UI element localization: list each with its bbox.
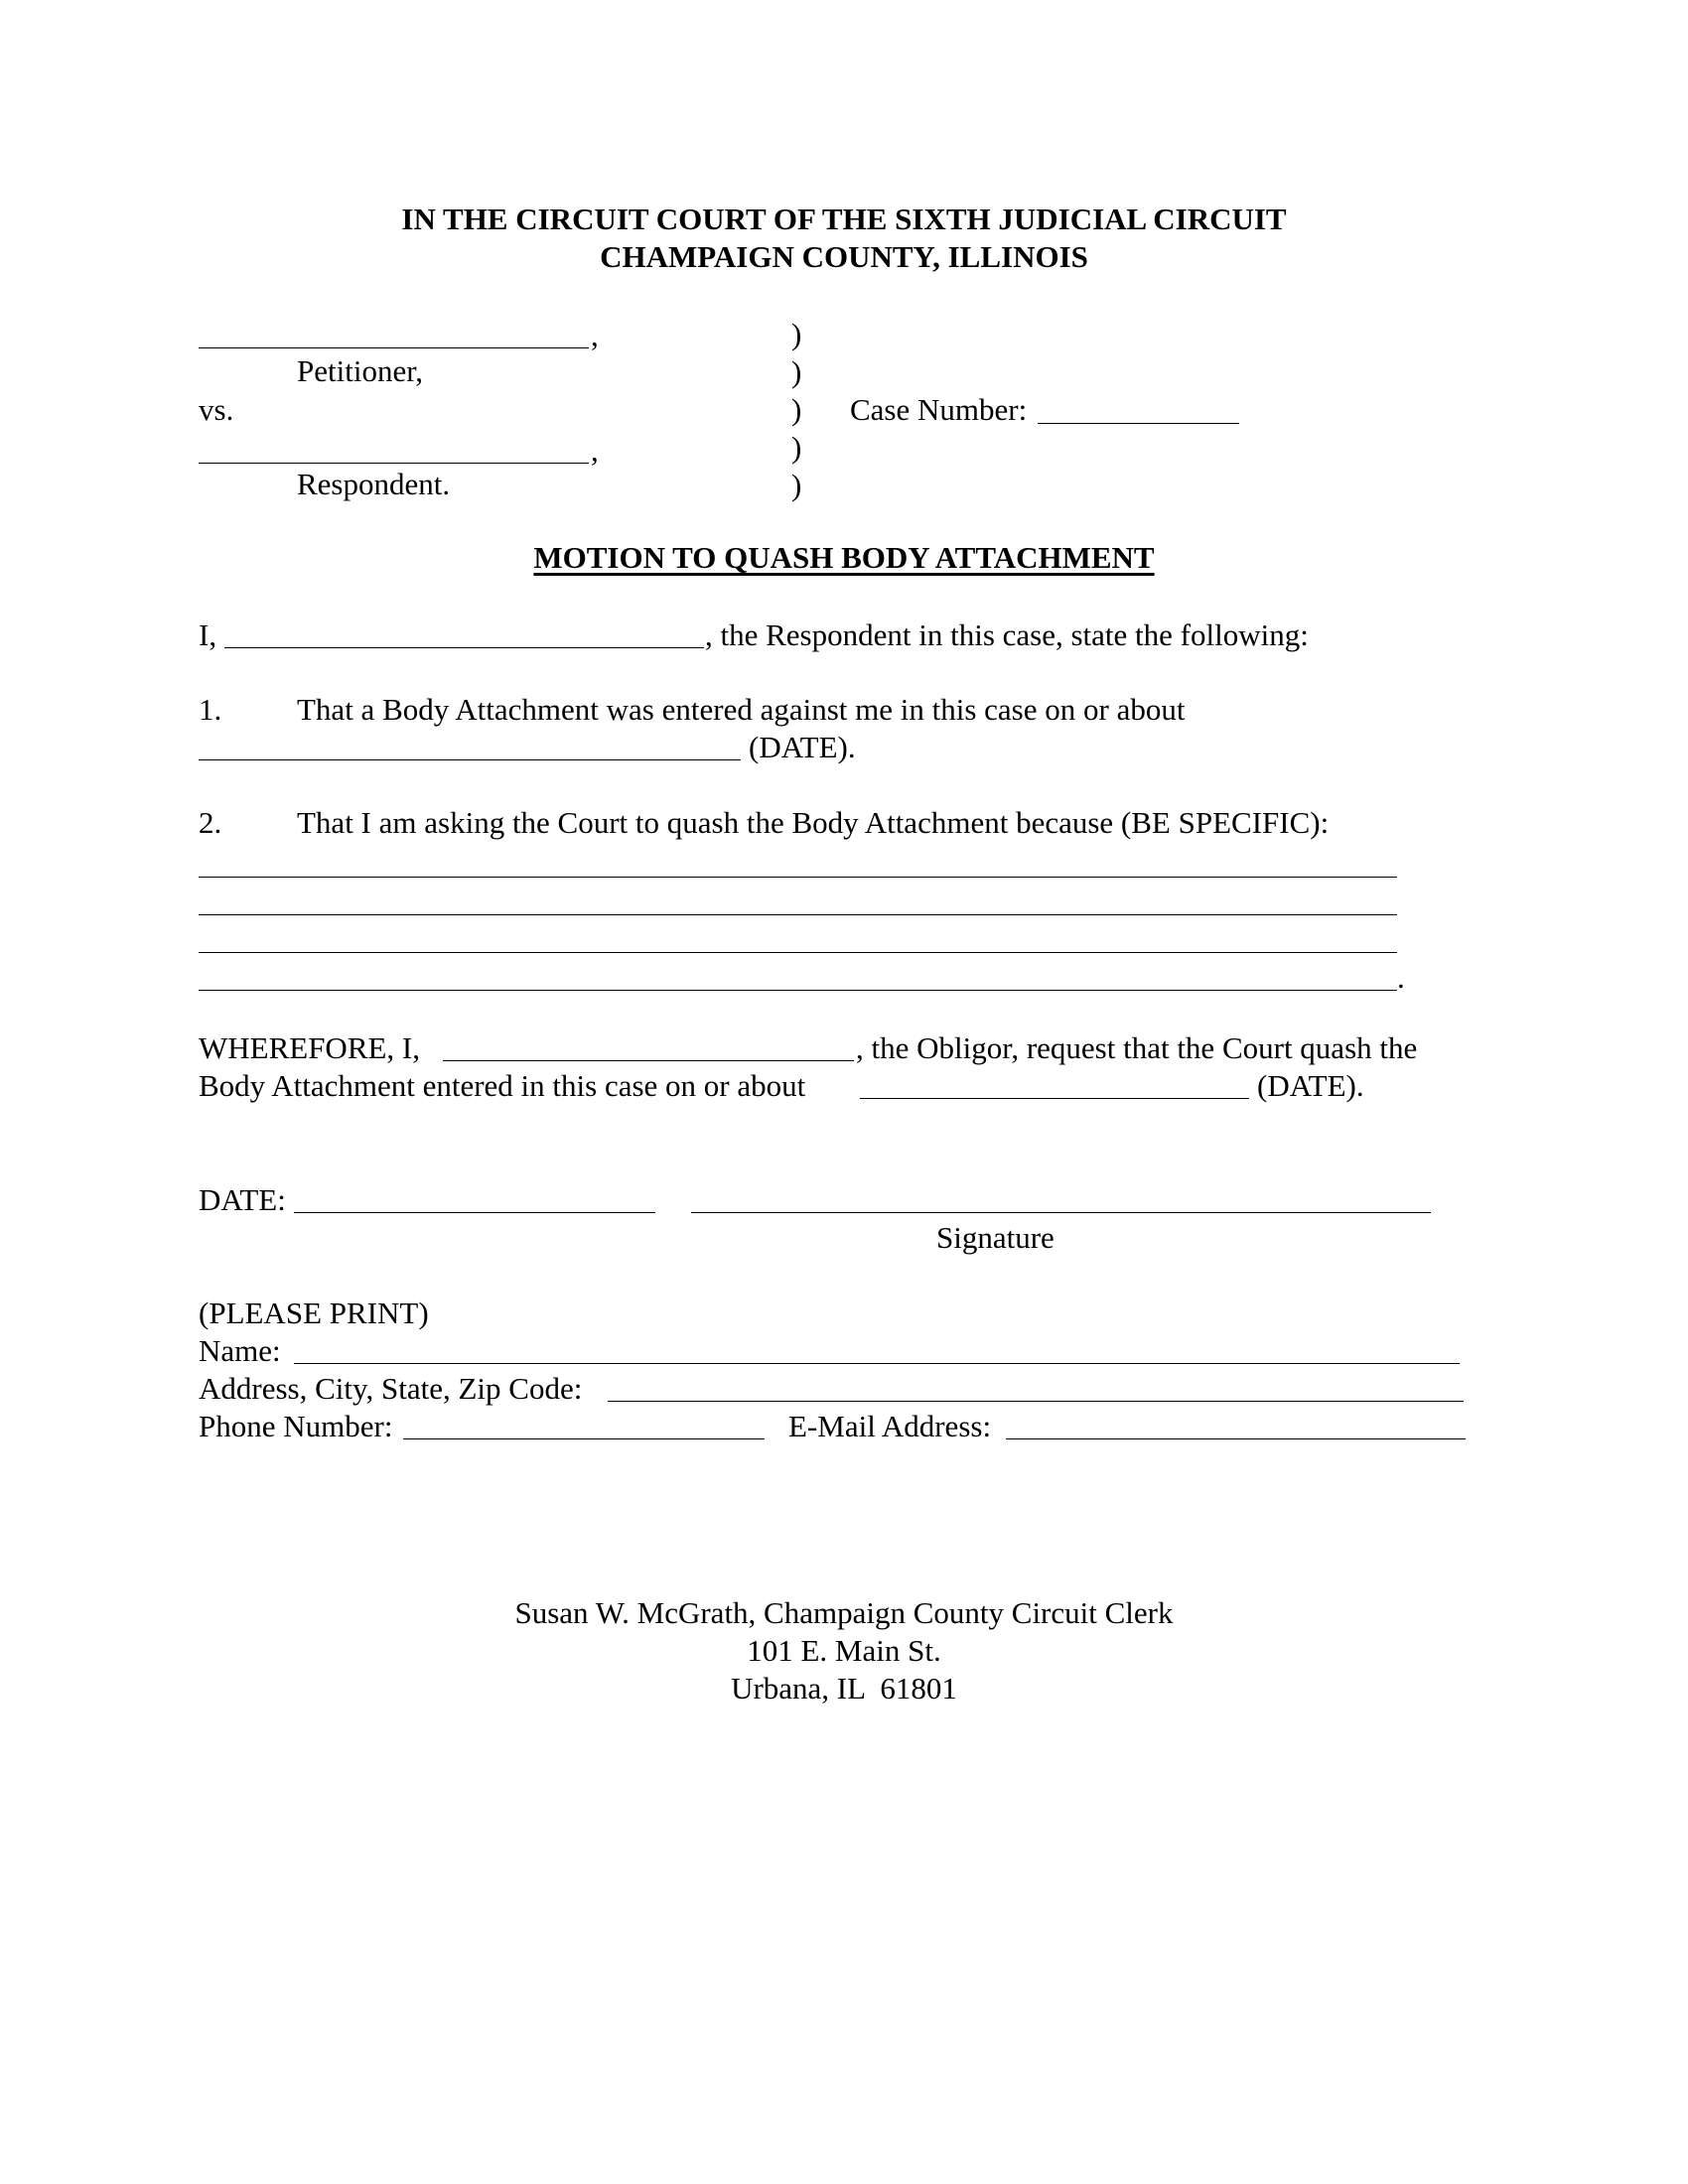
wherefore-line2-suffix: (DATE). xyxy=(1257,1068,1364,1103)
wherefore-date-field[interactable] xyxy=(860,1098,1249,1099)
caption-paren: ) xyxy=(791,317,802,351)
court-title-line2: CHAMPAIGN COUNTY, ILLINOIS xyxy=(600,239,1088,274)
vs-label: vs. xyxy=(199,392,234,427)
signature-line[interactable] xyxy=(691,1212,1431,1213)
wherefore-line2-prefix: Body Attachment entered in this case on or about xyxy=(199,1068,806,1103)
reason-line[interactable] xyxy=(199,990,1397,991)
clerk-city: Urbana, IL 61801 xyxy=(731,1671,957,1706)
respondent-name-line[interactable] xyxy=(199,463,589,464)
item1-number: 1. xyxy=(199,692,222,727)
motion-title: MOTION TO QUASH BODY ATTACHMENT xyxy=(533,540,1155,575)
intro-suffix: , the Respondent in this case, state the following: xyxy=(705,617,1309,652)
item1-date-field[interactable] xyxy=(199,759,741,760)
date-field[interactable] xyxy=(294,1212,655,1213)
clerk-street: 101 E. Main St. xyxy=(747,1633,941,1668)
respondent-label: Respondent. xyxy=(297,467,451,501)
item2-text: That I am asking the Court to quash the Body Attachment because (BE SPECIFIC): xyxy=(297,805,1330,840)
caption-paren: ) xyxy=(791,354,802,389)
wherefore-prefix: WHEREFORE, I, xyxy=(199,1030,421,1065)
case-number-label: Case Number: xyxy=(850,392,1028,427)
caption-paren: ) xyxy=(791,392,802,427)
phone-label: Phone Number: xyxy=(199,1409,393,1443)
email-field[interactable] xyxy=(1006,1438,1466,1439)
reason-line[interactable] xyxy=(199,914,1397,915)
intro-prefix: I, xyxy=(199,617,217,652)
caption-paren: ) xyxy=(791,430,802,465)
reason-line[interactable] xyxy=(199,952,1397,953)
reason-end-period: . xyxy=(1397,960,1405,995)
respondent-name-field[interactable] xyxy=(224,647,704,648)
item1-date-suffix: (DATE). xyxy=(749,730,856,764)
petitioner-label: Petitioner, xyxy=(297,353,424,388)
address-field[interactable] xyxy=(608,1401,1464,1402)
wherefore-mid: , the Obligor, request that the Court quash the xyxy=(856,1030,1418,1065)
caption-paren: ) xyxy=(791,468,802,502)
name-label: Name: xyxy=(199,1333,281,1368)
court-title-line1: IN THE CIRCUIT COURT OF THE SIXTH JUDICIAL CIRCUIT xyxy=(401,202,1287,236)
phone-field[interactable] xyxy=(403,1438,765,1439)
reason-line[interactable] xyxy=(199,877,1397,878)
respondent-comma: , xyxy=(591,433,599,468)
signature-label: Signature xyxy=(936,1220,1055,1255)
please-print-label: (PLEASE PRINT) xyxy=(199,1296,429,1330)
petitioner-name-line[interactable] xyxy=(199,347,589,348)
case-number-field[interactable] xyxy=(1038,423,1239,424)
clerk-name: Susan W. McGrath, Champaign County Circuit Clerk xyxy=(514,1595,1174,1630)
email-label: E-Mail Address: xyxy=(788,1409,992,1443)
obligor-name-field[interactable] xyxy=(443,1060,854,1061)
item2-number: 2. xyxy=(199,805,222,840)
date-label: DATE: xyxy=(199,1182,286,1217)
item1-text: That a Body Attachment was entered against me in this case on or about xyxy=(297,692,1186,727)
petitioner-comma: , xyxy=(591,318,599,352)
address-label: Address, City, State, Zip Code: xyxy=(199,1371,583,1406)
title-wrap xyxy=(0,540,1688,576)
name-field[interactable] xyxy=(294,1363,1460,1364)
